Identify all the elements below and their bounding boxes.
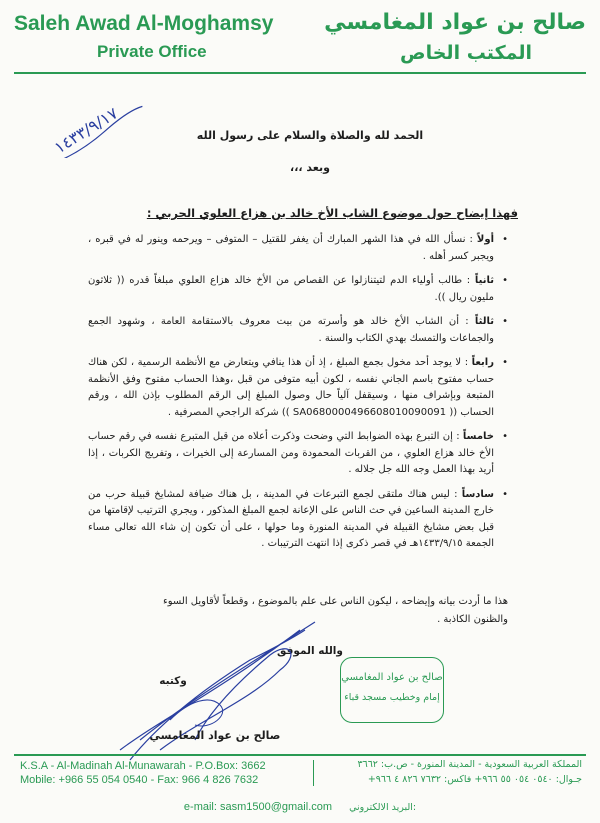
bullet-icon: • — [502, 488, 508, 500]
bullet-icon: • — [502, 357, 508, 368]
closing-line-1: هذا ما أردت بيانه وإيضاحه ، ليكون الناس على علم بالموضوع ، وقطعاً لأقاويل السوء — [163, 596, 508, 607]
point-item — [88, 232, 508, 265]
point-lead: خامساً — [462, 431, 494, 442]
point-text: : نسأل الله في هذا الشهر المبارك أن يغفر للقتيل – المتوفى – ويرحمه وينور له في قبره ، ويجبر كسر أهله . — [88, 234, 494, 262]
official-stamp — [340, 657, 444, 723]
closing-line-2: والظنون الكاذبة . — [437, 614, 508, 625]
point-item — [88, 355, 508, 421]
point-text: : إن التبرع بهذه الضوابط التي وضحت وذكرت أعلاه من قبل المتبرع نفسه في رقم حساب الأخ خالد هزاع العلوي ، من القربات المحمودة ومن المسارعة إلى الخيرات ، وتفريج الكربات ، إذا أريد بهذا العمل وجه الله جل جلاله . — [88, 431, 494, 475]
letter-heading: فهذا إيضاح حول موضوع الشاب الأخ خالد بن هزاع العلوي الحربي : — [146, 206, 518, 220]
bullet-icon: • — [502, 234, 508, 245]
point-lead: أولاً — [476, 234, 494, 245]
letterhead-name-en: Saleh Awad Al-Moghamsy — [14, 12, 274, 35]
point-text: : طالب أولياء الدم لتيتنازلوا عن القصاص من الأخ خالد هزاع العلوي مبلغاً قدره (( ثلاثون مليون ريال )). — [88, 275, 494, 303]
opening-praise: الحمد لله والصلاة والسلام على رسول الله — [196, 129, 424, 142]
footer-phone-ar: جـوال: ٠٥٤٠ ٠٥٤ ٥٥ ٩٦٦+ فاكس: ٧٦٣٢ ٨٢٦ ٤ ٩٦٦+ — [367, 774, 582, 785]
footer-email[interactable]: e-mail: sasm1500@gmail.com — [183, 801, 333, 813]
footer-email-label-ar: البريد الالكتروني: — [349, 802, 417, 813]
header-divider — [14, 72, 586, 74]
stamp-title: إمام وخطيب مسجد قباء — [344, 692, 440, 703]
stamp-name: صالح بن عواد المغامسي — [341, 672, 443, 683]
opening-transition: وبعد ،،، — [290, 161, 330, 174]
letterhead-name-ar: صالح بن عواد المغامسي — [324, 10, 586, 35]
letterhead-office-en: Private Office — [97, 42, 207, 61]
point-item — [88, 429, 508, 479]
handwritten-date-text: ١٤٣٣/٩/١٧ — [50, 103, 122, 158]
footer-divider — [14, 754, 586, 756]
letterhead-office-ar: المكتب الخاص — [400, 42, 532, 64]
point-lead: ثانياً — [474, 275, 494, 286]
bullet-icon: • — [502, 275, 508, 286]
points-list — [88, 232, 508, 561]
point-text: : ليس هناك ملتقى لجمع التبرعات في المدينة ، بل هناك ضيافة لمشايخ قبيلة حرب من خارج المدينة الساعين في حث الناس على الإعانة لجمع المبلغ المذكور ، ويجري الترتيب لإقامتها من قبل بعض مشايخ القبيلة في المدينة المنورة وما حولها ، على أن تكون إن شاء الله تعالى مساء الجمعة ١٤٣٣/٩/١٥هـ في قصر ذكرى إذا انتهت الترتيبات . — [88, 488, 494, 549]
point-item — [88, 273, 508, 306]
bullet-icon: • — [502, 431, 508, 442]
point-item — [88, 314, 508, 347]
point-lead: ثالثاً — [474, 316, 494, 327]
point-text: : أن الشاب الأخ خالد هو وأسرته من بيت معروف بالاستقامة العامة ، وشهود الجمع والجماعات والتمسك بهدي الكتاب والسنة . — [88, 316, 494, 344]
footer-column-divider — [313, 760, 314, 786]
footer-address-ar: المملكة العربية السعودية - المدينة المنورة - ص.ب: ٣٦٦٢ — [357, 759, 582, 770]
footer-phone-en: Mobile: +966 55 054 0540 - Fax: 966 4 826 7632 — [20, 774, 259, 786]
point-item — [88, 487, 508, 553]
point-text: : لا يوجد أحد مخول بجمع المبلغ ، إذ أن هذا ينافي ويتعارض مع الأنظمة الرسمية ، لكن هناك حساب مفتوح باسم الجاني نفسه ، لكون أبيه متوفى من قبل ،وهذا الحساب مفتوح وفق الأنظمة المتبعة وبإشراف منها ، وسيقفل آلياً حال وصول المبلغ إلى الرقم المطلوب بإذن الله ، ورقم الحساب (( SA0680000496608010090091 )) شركة الراجحي المصرفية . — [88, 357, 494, 418]
point-lead: سادساً — [461, 488, 495, 500]
footer-email-row — [0, 795, 600, 814]
bullet-icon: • — [502, 316, 508, 327]
written-by-label: وكتبه — [159, 675, 187, 687]
footer-address-en: K.S.A - Al-Madinah Al-Munawarah - P.O.Box: 3662 — [20, 760, 266, 772]
closing-blessing: والله الموفق — [277, 645, 343, 657]
closing-paragraph — [88, 593, 508, 629]
point-lead: رابعاً — [471, 357, 494, 368]
handwritten-date — [40, 88, 150, 158]
signatory-name: صالح بن عواد المغامسي — [149, 729, 281, 742]
